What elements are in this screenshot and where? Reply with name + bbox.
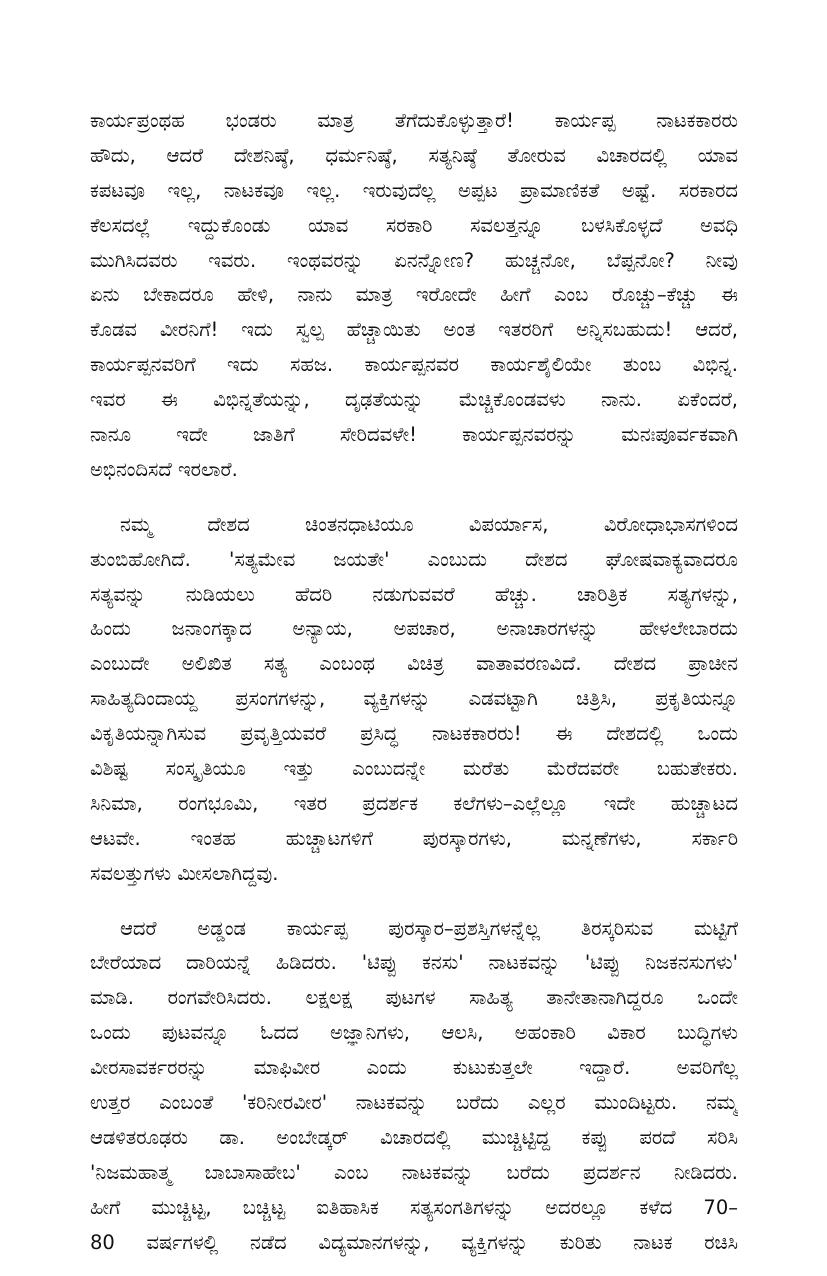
document-page (90, 104, 738, 1261)
text-line: ನಮ್ಮ ದೇಶದ ಚಿಂತನಧಾಟಿಯೂ ವಿಪರ್ಯಾಸ, ವಿರೋಧಾಭಾಸಗಳಿಂದ (120, 512, 738, 536)
text-line: ವಿಶಿಷ್ಟ ಸಂಸ್ಕೃತಿಯೂ ಇತ್ತು ಎಂಬುದನ್ನೇ ಮರೆತು ಮೆರೆದವರೇ ಬಹುತೇಕರು. (90, 757, 738, 781)
text-line: ಸತ್ಯವನ್ನು ನುಡಿಯಲು ಹೆದರಿ ನಡುಗುವವರೆ ಹೆಚ್ಚು. ಚಾರಿತ್ರಿಕ ಸತ್ಯಗಳನ್ನು, (90, 582, 738, 606)
text-line: ಬೇರೆಯಾದ ದಾರಿಯನ್ನೆ ಹಿಡಿದರು. 'ಟಿಪ್ಪು ಕನಸು' ನಾಟಕವನ್ನು 'ಟಿಪ್ಪು ನಿಜಕನಸುಗಳು' (90, 951, 738, 975)
text-line: ಏನು ಬೇಕಾದರೂ ಹೇಳಿ, ನಾನು ಮಾತ್ರ ಇರೋದೇ ಹೀಗೆ ಎಂಬ ರೊಚ್ಚು–ಕೆಚ್ಚು ಈ (90, 283, 738, 307)
text-line: ಕೊಡವ ವೀರನಿಗೆ! ಇದು ಸ್ವಲ್ಪ ಹೆಚ್ಚಾಯಿತು ಅಂತ ಇತರರಿಗೆ ಅನ್ನಿಸಬಹುದು! ಆದರೆ, (90, 318, 738, 342)
text-line: ಕಪಟವೂ ಇಲ್ಲ, ನಾಟಕವೂ ಇಲ್ಲ. ಇರುವುದೆಲ್ಲ ಅಪ್ಪಟ ಪ್ರಾಮಾಣಿಕತೆ ಅಷ್ಟೆ. ಸರಕಾರದ (90, 178, 738, 202)
text-line: ಸಾಹಿತ್ಯದಿಂದಾಯ್ದ ಪ್ರಸಂಗಗಳನ್ನು, ವ್ಯಕ್ತಿಗಳನ್ನು ಎಡವಟ್ಟಾಗಿ ಚಿತ್ರಿಸಿ, ಪ್ರಕೃತಿಯನ್ನೂ (90, 687, 738, 711)
text-line: ಮುಗಿಸಿದವರು ಇವರು. ಇಂಥವರನ್ನು ಏನನ್ನೋಣ? ಹುಚ್ಚನೋ, ಬೆಪ್ಪನೋ? ನೀವು (90, 248, 738, 272)
text-line: ತುಂಬಿಹೋಗಿದೆ. 'ಸತ್ಯಮೇವ ಜಯತೇ' ಎಂಬುದು ದೇಶದ ಘೋಷವಾಕ್ಯವಾದರೂ (90, 547, 738, 571)
text-line: ಆದರೆ ಅಡ್ಡಂಡ ಕಾರ್ಯಪ್ಪ ಪುರಸ್ಕಾರ–ಪ್ರಶಸ್ತಿಗಳನ್ನೆಲ್ಲ ತಿರಸ್ಕರಿಸುವ ಮಟ್ಟಿಗೆ (120, 916, 738, 940)
paragraph-gap (90, 892, 738, 912)
text-line: ಸವಲತ್ತುಗಳು ಮೀಸಲಾಗಿದ್ದವು. (90, 861, 279, 885)
text-line: ನಾನೂ ಇದೇ ಜಾತಿಗೆ ಸೇರಿದವಳೇ! ಕಾರ್ಯಪ್ಪನವರನ್ನು ಮನಃಪೂರ್ವಕವಾಗಿ (90, 423, 738, 447)
paragraph-gap (90, 488, 738, 508)
text-line: ವಿಕೃತಿಯನ್ನಾಗಿಸುವ ಪ್ರವೃತ್ತಿಯವರೆ ಪ್ರಸಿದ್ಧ ನಾಟಕಕಾರರು! ಈ ದೇಶದಲ್ಲಿ ಒಂದು (90, 722, 738, 746)
text-line: ಆಟವೇ. ಇಂತಹ ಹುಚ್ಚಾಟಗಳಿಗೆ ಪುರಸ್ಕಾರಗಳು, ಮನ್ನಣೆಗಳು, ಸರ್ಕಾರಿ (90, 826, 738, 850)
text-line: ಆಡಳಿತರೂಢರು ಡಾ. ಅಂಬೇಡ್ಕರ್ ವಿಚಾರದಲ್ಲಿ ಮುಚ್ಚಿಟ್ಟಿದ್ದ ಕಪ್ಪು ಪರದೆ ಸರಿಸಿ (90, 1125, 738, 1149)
text-line: ಉತ್ತರ ಎಂಬಂತೆ 'ಕರಿನೀರವೀರ' ನಾಟಕವನ್ನು ಬರೆದು ಎಲ್ಲರ ಮುಂದಿಟ್ಟರು. ನಮ್ಮ (90, 1091, 738, 1115)
text-line: 80 ವರ್ಷಗಳಲ್ಲಿ ನಡೆದ ವಿದ್ಯಮಾನಗಳನ್ನು, ವ್ಯಕ್ತಿಗಳನ್ನು ಕುರಿತು ನಾಟಕ ರಚಿಸಿ (90, 1230, 738, 1254)
paragraph-3 (90, 912, 738, 1261)
text-line: ಕೆಲಸದಲ್ಲೆ ಇದ್ದುಕೊಂಡು ಯಾವ ಸರಕಾರಿ ಸವಲತ್ತನ್ನೂ ಬಳಸಿಕೊಳ್ಳದೆ ಅವಧಿ (90, 213, 738, 237)
text-line: 'ನಿಜಮಹಾತ್ಮ ಬಾಬಾಸಾಹೇಬ' ಎಂಬ ನಾಟಕವನ್ನು ಬರೆದು ಪ್ರದರ್ಶನ ನೀಡಿದರು. (90, 1160, 738, 1184)
text-line: ವೀರಸಾವರ್ಕರರನ್ನು ಮಾಫಿವೀರ ಎಂದು ಕುಟುಕುತ್ತಲೇ ಇದ್ದಾರೆ. ಅವರಿಗೆಲ್ಲ (90, 1056, 738, 1080)
text-line: ಒಂದು ಪುಟವನ್ನೂ ಓದದ ಅಜ್ಞಾನಿಗಳು, ಆಲಸಿ, ಅಹಂಕಾರಿ ವಿಕಾರ ಬುದ್ಧಿಗಳು (90, 1021, 738, 1045)
text-line: ಸಿನಿಮಾ, ರಂಗಭೂಮಿ, ಇತರ ಪ್ರದರ್ಶಕ ಕಲೆಗಳು–ಎಲ್ಲೆಲ್ಲೂ ಇದೇ ಹುಚ್ಚಾಟದ (90, 791, 738, 815)
text-line: ಎಂಬುದೇ ಅಲಿಖಿತ ಸತ್ಯ ಎಂಬಂಥ ವಿಚಿತ್ರ ವಾತಾವರಣವಿದೆ. ದೇಶದ ಪ್ರಾಚೀನ (90, 652, 738, 676)
text-line: ಕಾರ್ಯಪ್ಪನವರಿಗೆ ಇದು ಸಹಜ. ಕಾರ್ಯಪ್ಪನವರ ಕಾರ್ಯಶೈಲಿಯೇ ತುಂಬ ವಿಭಿನ್ನ. (90, 353, 738, 377)
text-line: ಅಭಿನಂದಿಸದೆ ಇರಲಾರೆ. (90, 457, 238, 481)
text-line: ಹಿಂದು ಜನಾಂಗಕ್ಕಾದ ಅನ್ಯಾಯ, ಅಪಚಾರ, ಅನಾಚಾರಗಳನ್ನು ಹೇಳಲೇಬಾರದು (90, 617, 738, 641)
paragraph-1 (90, 104, 738, 488)
text-line: ಹೌದು, ಆದರೆ ದೇಶನಿಷ್ಠೆ, ಧರ್ಮನಿಷ್ಠೆ, ಸತ್ಯನಿಷ್ಠೆ ತೋರುವ ವಿಚಾರದಲ್ಲಿ ಯಾವ (90, 143, 738, 167)
text-line: ಹೀಗೆ ಮುಚ್ಚಿಟ್ಟ, ಬಚ್ಚಿಟ್ಟ ಐತಿಹಾಸಿಕ ಸತ್ಯಸಂಗತಿಗಳನ್ನು ಅದರಲ್ಲೂ ಕಳೆದ 70– (90, 1195, 738, 1219)
paragraph-2 (90, 508, 738, 892)
text-line: ಇವರ ಈ ವಿಭಿನ್ನತೆಯನ್ನು, ದೃಢತೆಯನ್ನು ಮೆಚ್ಚಿಕೊಂಡವಳು ನಾನು. ಏಕೆಂದರೆ, (90, 388, 738, 412)
text-line: ಮಾಡಿ. ರಂಗವೇರಿಸಿದರು. ಲಕ್ಷಲಕ್ಷ ಪುಟಗಳ ಸಾಹಿತ್ಯ ತಾನೇತಾನಾಗಿದ್ದರೂ ಒಂದೇ (90, 986, 738, 1010)
text-line: ಕಾರ್ಯಪ್ರಂಥಹ ಭಂಡರು ಮಾತ್ರ ತೆಗೆದುಕೊಳ್ಳುತ್ತಾರೆ! ಕಾರ್ಯಪ್ಪ ನಾಟಕಕಾರರು (90, 109, 738, 132)
